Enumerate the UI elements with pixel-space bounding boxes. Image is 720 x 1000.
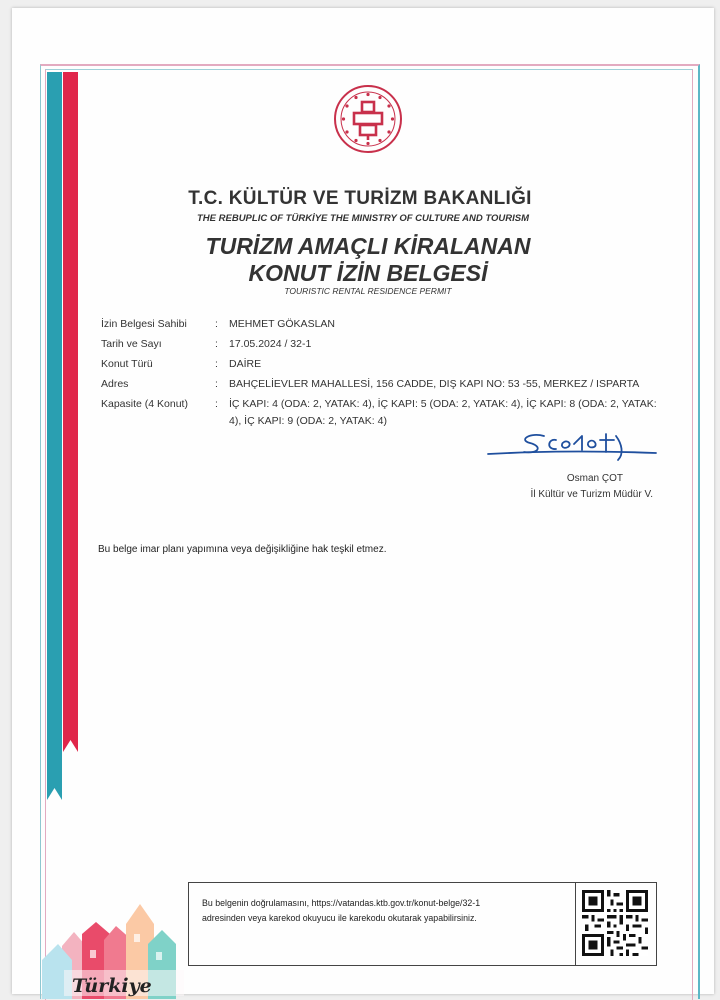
field-colon: : <box>215 338 218 350</box>
document-title-line-1: TURİZM AMAÇLI KİRALANAN <box>205 233 531 259</box>
field-label: Tarih ve Sayı <box>101 338 162 350</box>
field-row-residence-type <box>101 354 671 374</box>
teal-ribbon <box>47 72 62 800</box>
document-title <box>0 233 720 287</box>
field-label: Kapasite (4 Konut) <box>101 398 188 410</box>
verification-line-1: Bu belgenin doğrulamasını, https://vatandas.ktb.gov.tr/konut-belge/32-1 <box>202 898 481 908</box>
verification-text <box>202 896 542 926</box>
field-value: MEHMET GÖKASLAN <box>229 318 335 330</box>
field-row-owner <box>101 314 671 334</box>
document-subtitle-english: TOURISTIC RENTAL RESIDENCE PERMIT <box>284 286 452 296</box>
field-colon: : <box>215 358 218 370</box>
field-row-address <box>101 374 671 394</box>
field-label: Konut Türü <box>101 358 153 370</box>
verification-line-2: adresinden veya karekod okuyucu ile karekodu okutarak yapabilirsiniz. <box>202 913 477 923</box>
turkiye-brand-logo <box>42 900 192 999</box>
ministry-title: T.C. KÜLTÜR VE TURİZM BAKANLIĞI <box>188 188 532 209</box>
verification-divider <box>575 883 576 965</box>
field-colon: : <box>215 398 218 410</box>
ministry-title-english: THE REBUPLIC OF TÜRKİYE THE MINISTRY OF CULTURE AND TOURISM <box>197 213 529 224</box>
field-label: Adres <box>101 378 129 390</box>
turkiye-wordmark: Türkiye <box>72 975 152 997</box>
field-colon: : <box>215 318 218 330</box>
signatory-title: İl Kültür ve Turizm Müdür V. <box>530 489 653 500</box>
ministry-emblem-icon <box>333 84 403 154</box>
field-value: İÇ KAPI: 4 (ODA: 2, YATAK: 4), İÇ KAPI: 5 (ODA: 2, YATAK: 4), İÇ KAPI: 8 (ODA: 2, YATAK: 4), İÇ KAPI: 9 (ODA: 2, YATAK: 4) <box>229 398 657 427</box>
field-value: DAİRE <box>229 358 262 370</box>
field-colon: : <box>215 378 218 390</box>
verification-box <box>188 882 657 966</box>
field-row-capacity <box>101 394 671 430</box>
signatory-name: Osman ÇOT <box>566 473 623 484</box>
field-value: 17.05.2024 / 32-1 <box>229 338 312 350</box>
field-value: BAHÇELİEVLER MAHALLESİ, 156 CADDE, DIŞ KAPI NO: 53 -55, MERKEZ / ISPARTA <box>229 378 640 390</box>
legal-note: Bu belge imar planı yapımına veya değişikliğine hak teşkil etmez. <box>98 544 387 555</box>
document-title-line-2: KONUT İZİN BELGESİ <box>248 260 488 286</box>
permit-fields <box>101 314 671 430</box>
field-row-date-number <box>101 334 671 354</box>
qr-code-icon[interactable] <box>582 890 648 956</box>
field-label: İzin Belgesi Sahibi <box>101 318 187 330</box>
handwritten-signature <box>486 430 658 464</box>
red-ribbon <box>63 72 78 752</box>
